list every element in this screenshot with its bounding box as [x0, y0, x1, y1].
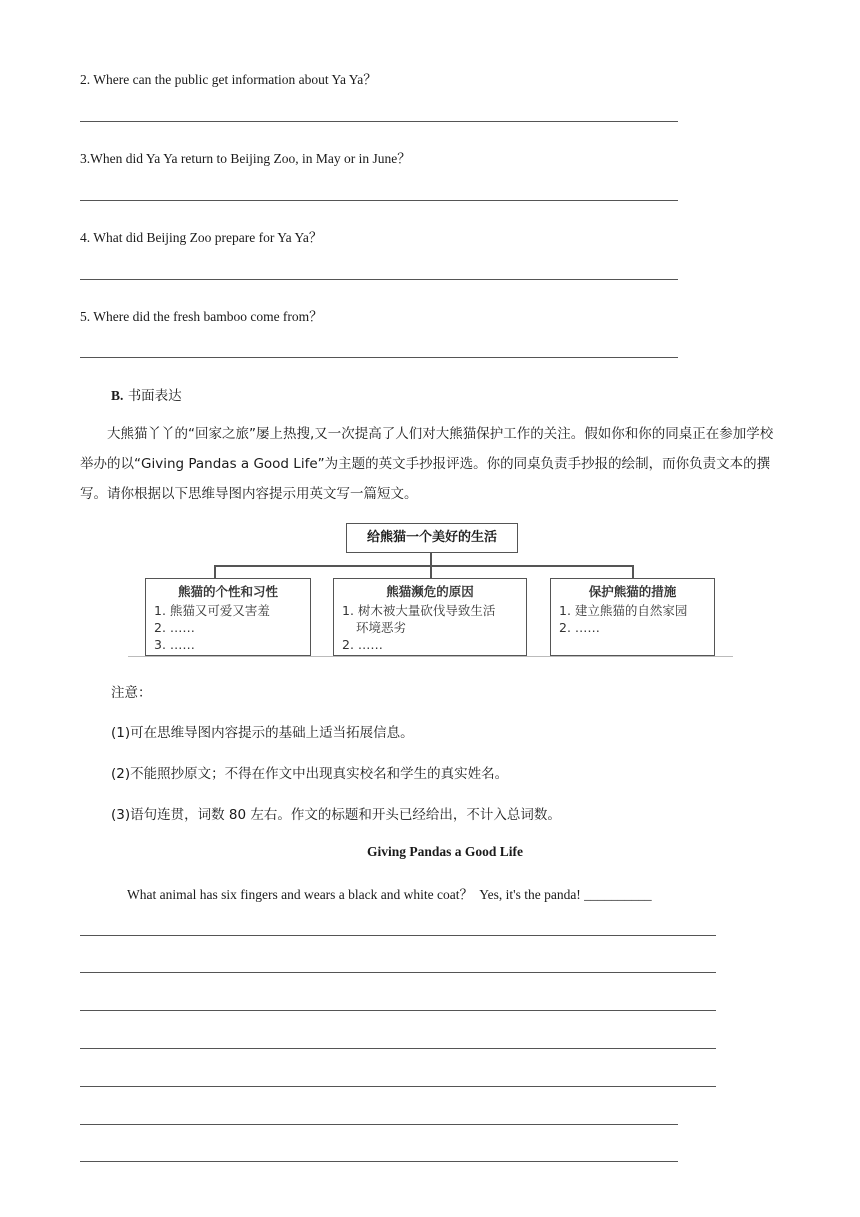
question-3: 3.When did Ya Ya return to Beijing Zoo, in May or in June？ — [80, 151, 411, 166]
section-b-heading — [111, 384, 182, 404]
mind-map-root: 给熊猫一个美好的生活 — [346, 523, 518, 553]
branch-title: 熊猫的个性和习性 — [177, 584, 278, 599]
connector — [632, 565, 634, 578]
branch-title: 熊猫濒危的原因 — [386, 584, 474, 599]
question-4: 4. What did Beijing Zoo prepare for Ya Ya？ — [80, 230, 323, 245]
branch-item: 2. …… — [342, 637, 383, 652]
mind-map-branch-traits — [145, 578, 311, 656]
connector — [214, 565, 632, 567]
connector — [430, 565, 432, 578]
writing-line[interactable] — [80, 972, 716, 973]
connector — [214, 565, 216, 578]
essay-opening: What animal has six fingers and wears a black and white coat？ Yes, it's the panda! __________ — [127, 887, 652, 902]
answer-line[interactable] — [80, 357, 678, 358]
notes-heading: 注意： — [111, 685, 152, 701]
baseline-divider — [128, 656, 733, 657]
section-b-letter: B. — [111, 388, 124, 403]
question-5: 5. Where did the fresh bamboo come from？ — [80, 309, 323, 324]
branch-title: 保护熊猫的措施 — [588, 584, 677, 599]
essay-title: Giving Pandas a Good Life — [366, 844, 524, 859]
question-2: 2. Where can the public get information about Ya Ya？ — [80, 72, 377, 87]
mind-map-branch-measures — [550, 578, 715, 656]
connector — [430, 553, 432, 565]
answer-line[interactable] — [80, 200, 678, 201]
section-b-intro: 大熊猫丫丫的“回家之旅”屡上热搜,又一次提高了人们对大熊猫保护工作的关注。假如你和你的同桌正在参加学校举办的以“Giving Pandas a Good Life”为主题的英文手抄报评选。你的同桌负责手抄报的绘制，而你负责文本的撰写。请你根据以下思维导图内容提示用英文写一篇短文。 — [80, 426, 774, 502]
branch-item: 1. 树木被大量砍伐导致生活 — [342, 603, 496, 618]
branch-item: 2. …… — [154, 620, 195, 635]
branch-item: 环境恶劣 — [356, 620, 407, 635]
writing-line[interactable] — [80, 1124, 678, 1125]
note-item: (2)不能照抄原文；不得在作文中出现真实校名和学生的真实姓名。 — [111, 766, 509, 782]
section-b-title: 书面表达 — [127, 388, 182, 404]
branch-item: 2. …… — [559, 620, 600, 635]
branch-item: 1. 建立熊猫的自然家园 — [559, 603, 688, 618]
mind-map-branch-causes — [333, 578, 527, 656]
branch-item: 3. …… — [154, 637, 195, 652]
answer-line[interactable] — [80, 121, 678, 122]
writing-line[interactable] — [80, 935, 716, 936]
note-item: (1)可在思维导图内容提示的基础上适当拓展信息。 — [111, 725, 414, 741]
writing-line[interactable] — [80, 1010, 716, 1011]
answer-line[interactable] — [80, 279, 678, 280]
writing-line[interactable] — [80, 1048, 716, 1049]
branch-item: 1. 熊猫又可爱又害羞 — [154, 603, 270, 618]
writing-line[interactable] — [80, 1161, 678, 1162]
writing-line[interactable] — [80, 1086, 716, 1087]
note-item: (3)语句连贯，词数 80 左右。作文的标题和开头已经给出，不计入总词数。 — [111, 807, 561, 823]
